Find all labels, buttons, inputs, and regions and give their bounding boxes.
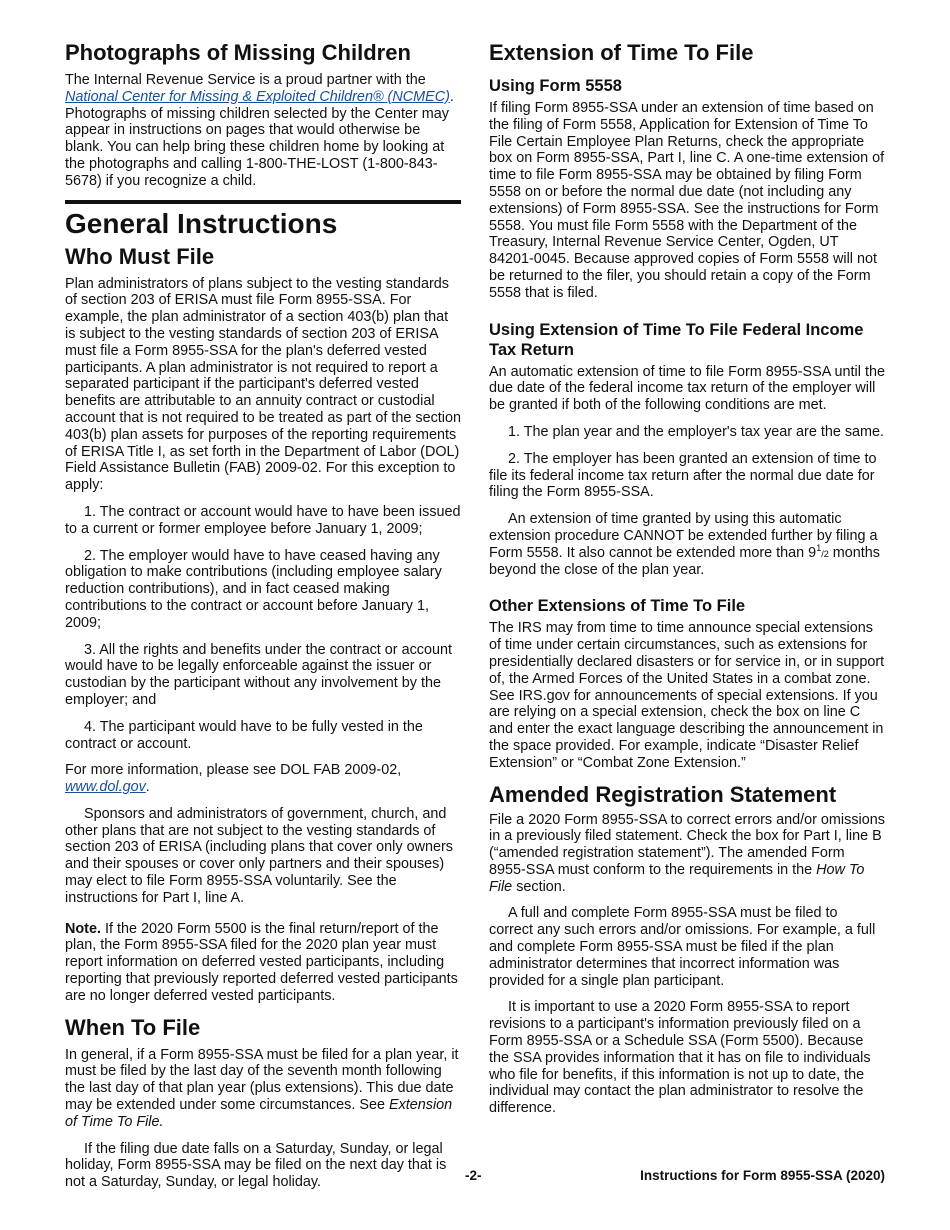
federal-extension-heading: Using Extension of Time To File Federal Income Tax Return [489, 320, 864, 359]
who-list-item-3: 3. All the rights and benefits under the contract or account would have to be legally enforceable against the issuer or custodian by the participant without any involvement by the employer; and [65, 641, 452, 708]
federal-extension-paragraph: An automatic extension of time to file Form 8955-SSA until the due date of the federal income tax return of the employer will be granted if both of the following conditions are met. [489, 363, 885, 414]
page-number: -2- [465, 1168, 482, 1183]
when-to-file-heading: When To File [65, 1014, 201, 1040]
who-must-file-paragraph: Plan administrators of plans subject to the vesting standards of section 203 of ERISA must file Form 8955-SSA. For example, the plan administrator of a section 403(b) plan that is subject to the vesting standards of section 203 of ERISA must file a Form 8955-SSA for the plan's deferred vested participants. A plan administrator is not required to report a separated participant if the participant's deferred vested benefits are attributable to an annuity contract or custodial account that is not required to be treated as part of the section 403(b) plan assets for purposes of the reporting requirements of ERISA Title I, as set forth in the Department of Labor (DOL) Field Assistance Bulletin (FAB) 2009-02. For this exception to apply: [65, 275, 461, 494]
automatic-extension-paragraph [489, 511, 885, 578]
note-label: Note. [65, 920, 101, 937]
holiday-paragraph: If the filing due date falls on a Saturday, Sunday, or legal holiday, Form 8955-SSA may be filed on the next day that is not a Saturday, Sunday, or legal holiday. [65, 1140, 447, 1191]
sponsors-paragraph: Sponsors and administrators of government, church, and other plans that are not subject to the vesting standards of section 203 of ERISA (including plans that cover only owners and their spouses or cover only partners and their spouses) may elect to file Form 8955-SSA voluntarily. See the instructions for Part I, line A. [65, 805, 453, 906]
missing-text-b: . Photographs of missing children selected by the Center may appear in instructions on pages that would otherwise be blank. You can help bring these children home by looking at the photographs and calling 1-800-THE-LOST (1-800-843-5678) if you recognize a child. [65, 88, 454, 189]
how-to-file-ref: How To File [489, 861, 865, 895]
more-info-period: . [145, 779, 150, 796]
page [65, 40, 885, 1190]
note-text: If the 2020 Form 5500 is the final return/report of the plan, the Form 8955-SSA filed for the 2020 plan year must report information on deferred vested participants, including reporting that previously reported deferred vested participants are no longer deferred vested participants. [65, 920, 458, 1004]
auto-ext-text-a: An extension of time granted by using this automatic extension procedure CANNOT be extended further by filing a Form 5558. It also cannot be extended more than 9 [489, 511, 878, 561]
extension-heading: Extension of Time To File [489, 40, 754, 65]
ncmec-link[interactable]: National Center for Missing & Exploited Children® (NCMEC) [65, 88, 450, 105]
who-list-item-2: 2. The employer would have to have ceased having any obligation to make contributions (including employee salary reduction contributions), and in fact ceased making contributions to the contract or account before January 1, 2009; [65, 547, 442, 631]
missing-text-a: The Internal Revenue Service is a proud partner with the [65, 72, 426, 88]
more-info-text: For more information, please see DOL FAB 2009-02, [65, 762, 402, 779]
dol-link[interactable]: www.dol.gov [65, 779, 146, 796]
when-italic-ref: Extension of Time To File. [65, 1097, 453, 1130]
page-footer [65, 1168, 885, 1188]
amend-text-b: section. [512, 878, 566, 895]
general-instructions-heading: General Instructions [65, 207, 338, 239]
federal-list-item-2: 2. The employer has been granted an extension of time to file its federal income tax return after the normal due date for filing the Form 8955-SSA. [489, 450, 877, 501]
right-column [489, 40, 885, 1127]
form-5558-paragraph: If filing Form 8955-SSA under an extension of time based on the filing of Form 5558, Application for Extension of Time To File Certain Employee Plan Returns, check the appropriate box on Form 8955-SSA, Part I, line C. A one-time extension of time to file Form 8955-SSA may be obtained by filing Form 5558 on or before the normal due date (not including any extensions) of Form 8955-SSA. See the instructions for Form 5558. You must file Form 5558 with the Department of the Treasury, Internal Revenue Service Center, Ogden, UT 84201-0045. Because approved copies of Form 5558 will not be returned to the filer, you should retain a copy of the Form 5558 that is filed. [489, 100, 885, 301]
using-form-5558-heading: Using Form 5558 [489, 77, 622, 95]
amended-paragraph-1 [489, 812, 885, 896]
footer-document-title: Instructions for Form 8955-SSA (2020) [640, 1168, 885, 1183]
amended-paragraph-2: A full and complete Form 8955-SSA must be filed to correct any such errors and/or omissions. For example, a full and complete Form 8955-SSA must be filed if the plan administrator determines that incorrect information was provided for a single plan participant. [489, 905, 876, 989]
more-information-paragraph [65, 762, 461, 796]
missing-children-heading: Photographs of Missing Children [65, 40, 411, 65]
left-column [65, 40, 461, 1201]
missing-children-paragraph [65, 72, 461, 190]
auto-ext-text-b: months beyond the close of the plan year. [489, 544, 880, 578]
amended-registration-heading: Amended Registration Statement [489, 781, 837, 807]
other-extensions-paragraph: The IRS may from time to time announce special extensions of time under certain circumstances, such as extensions for presidentially declared disasters or for service in, or in support of, the Armed Forces of the United States in a combat zone. See IRS.gov for announcements of special extensions. If you are relying on a special extension, check the box on line C and enter the exact language describing the announcement in the space provided. For example, indicate “Disaster Relief Extension” or “Combat Zone Extension.” [489, 620, 885, 771]
fraction-denominator: /2 [821, 548, 829, 559]
amended-paragraph-3: It is important to use a 2020 Form 8955-SSA to report revisions to a participant's information previously filed on a Form 8955-SSA or a Schedule SSA (Form 5500). Because the SSA provides information that it has on file to individuals who file for benefits, if this information is not up to date, the individual may contact the plan administrator to resolve the difference. [489, 999, 871, 1117]
who-list-item-1: 1. The contract or account would have to have been issued to a current or former employee before January 1, 2009; [65, 503, 461, 537]
who-must-file-heading: Who Must File [65, 243, 215, 269]
fraction-numerator: 1 [816, 542, 822, 553]
when-text: In general, if a Form 8955-SSA must be filed for a plan year, it must be filed by the last day of the seventh month following the last day of that plan year (plus extensions). This due date may be extended under some circumstances. See [65, 1046, 459, 1114]
amend-text-a: File a 2020 Form 8955-SSA to correct errors and/or omissions in a previously filed statement. Check the box for Part I, line B (“amended registration statement”). The amended Form 8955-SSA must conform to the requirements in the [489, 811, 885, 878]
other-extensions-heading: Other Extensions of Time To File [489, 597, 746, 616]
note-paragraph [65, 921, 461, 1005]
when-to-file-paragraph [65, 1047, 461, 1131]
section-divider [65, 200, 461, 204]
federal-list-item-1: 1. The plan year and the employer's tax year are the same. [508, 423, 885, 440]
who-list-item-4: 4. The participant would have to be fully vested in the contract or account. [65, 718, 423, 752]
